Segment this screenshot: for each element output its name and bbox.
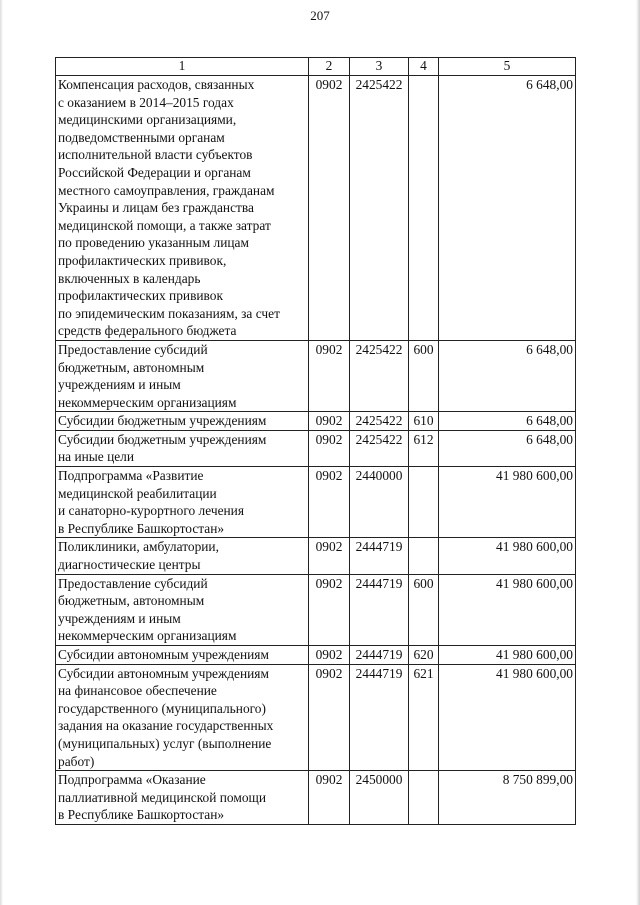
row-name-line: средств федерального бюджета <box>58 323 237 339</box>
row-name-cell <box>56 76 309 341</box>
section-code-cell: 0902 <box>309 771 350 825</box>
row-name-line: профилактических прививок <box>58 288 223 304</box>
row-name-line: Подпрограмма «Развитие <box>58 468 204 484</box>
row-name-line: Субсидии бюджетным учреждениям <box>58 413 267 429</box>
row-name-cell <box>56 430 309 466</box>
section-code-cell: 0902 <box>309 76 350 341</box>
header-col-1: 1 <box>56 58 309 76</box>
section-code-cell: 0902 <box>309 646 350 665</box>
header-row <box>56 58 576 76</box>
row-name-line: работ) <box>58 753 95 769</box>
amount-cell: 6 648,00 <box>439 430 576 466</box>
scan-right-edge <box>636 0 640 905</box>
row-name-line: Предоставление субсидий <box>58 575 208 591</box>
row-name-line: по эпидемическим показаниям, за счет <box>58 305 280 321</box>
target-code-cell: 2425422 <box>350 412 409 431</box>
row-name-line: на иные цели <box>58 449 135 465</box>
target-code-cell: 2450000 <box>350 771 409 825</box>
row-name-cell <box>56 574 309 645</box>
row-name-cell <box>56 538 309 574</box>
row-name-line: паллиативной медицинской помощи <box>58 789 267 805</box>
row-name-line: медицинскими организациями, <box>58 112 237 128</box>
row-name-line: в Республике Башкортостан» <box>58 807 225 823</box>
row-name-line: Субсидии автономным учреждениям <box>58 665 269 681</box>
row-name-line: исполнительной власти субъектов <box>58 147 253 163</box>
section-code-cell: 0902 <box>309 574 350 645</box>
row-name-line: местного самоуправления, гражданам <box>58 182 275 198</box>
section-code-cell: 0902 <box>309 430 350 466</box>
row-name-cell <box>56 771 309 825</box>
header-col-5: 5 <box>439 58 576 76</box>
row-name-line: по проведению указанным лицам <box>58 235 249 251</box>
row-name-cell <box>56 340 309 411</box>
header-col-3: 3 <box>350 58 409 76</box>
expense-type-cell: 612 <box>409 430 439 466</box>
row-name-line: включенных в календарь <box>58 270 201 286</box>
expense-type-cell: 600 <box>409 574 439 645</box>
table-row <box>56 76 576 341</box>
table-row <box>56 412 576 431</box>
page-number: 207 <box>310 8 330 23</box>
row-name-line: учреждениям и иным <box>58 610 181 626</box>
expense-type-cell: 600 <box>409 340 439 411</box>
budget-table <box>55 57 576 825</box>
amount-cell: 41 980 600,00 <box>439 574 576 645</box>
target-code-cell: 2444719 <box>350 574 409 645</box>
target-code-cell: 2444719 <box>350 646 409 665</box>
target-code-cell: 2425422 <box>350 76 409 341</box>
row-name-line: медицинской помощи, а также затрат <box>58 217 271 233</box>
table-row <box>56 340 576 411</box>
row-name-cell <box>56 646 309 665</box>
row-name-line: Компенсация расходов, связанных <box>58 77 255 92</box>
row-name-line: (муниципальных) услуг (выполнение <box>58 735 272 751</box>
table-body <box>56 76 576 825</box>
header-col-2: 2 <box>309 58 350 76</box>
target-code-cell: 2425422 <box>350 430 409 466</box>
amount-cell: 41 980 600,00 <box>439 646 576 665</box>
row-name-line: в Республике Башкортостан» <box>58 520 225 536</box>
row-name-line: государственного (муниципального) <box>58 700 266 716</box>
row-name-line: диагностические центры <box>58 557 201 573</box>
target-code-cell: 2425422 <box>350 340 409 411</box>
row-name-line: некоммерческим организациям <box>58 628 237 644</box>
section-code-cell: 0902 <box>309 538 350 574</box>
row-name-line: подведомственными органам <box>58 129 225 145</box>
target-code-cell: 2440000 <box>350 467 409 538</box>
table-row <box>56 467 576 538</box>
row-name-line: с оказанием в 2014–2015 годах <box>58 94 234 110</box>
table-row <box>56 771 576 825</box>
row-name-line: Украины и лицам без гражданства <box>58 200 254 216</box>
row-name-cell <box>56 412 309 431</box>
section-code-cell: 0902 <box>309 412 350 431</box>
section-code-cell: 0902 <box>309 340 350 411</box>
row-name-line: Субсидии автономным учреждениям <box>58 647 269 662</box>
table-row <box>56 574 576 645</box>
amount-cell: 6 648,00 <box>439 76 576 341</box>
amount-cell: 8 750 899,00 <box>439 771 576 825</box>
expense-type-cell <box>409 467 439 538</box>
table-row <box>56 430 576 466</box>
row-name-line: Поликлиники, амбулатории, <box>58 539 219 555</box>
section-code-cell: 0902 <box>309 664 350 771</box>
row-name-line: Российской Федерации и органам <box>58 164 251 180</box>
row-name-line: бюджетным, автономным <box>58 593 205 609</box>
row-name-line: задания на оказание государственных <box>58 718 274 734</box>
row-name-line: медицинской реабилитации <box>58 485 217 501</box>
expense-type-cell <box>409 771 439 825</box>
target-code-cell: 2444719 <box>350 538 409 574</box>
target-code-cell: 2444719 <box>350 664 409 771</box>
expense-type-cell <box>409 76 439 341</box>
expense-type-cell: 620 <box>409 646 439 665</box>
scan-left-edge <box>0 0 3 905</box>
row-name-line: учреждениям и иным <box>58 377 181 393</box>
row-name-line: некоммерческим организациям <box>58 394 237 410</box>
header-col-4: 4 <box>409 58 439 76</box>
amount-cell: 6 648,00 <box>439 340 576 411</box>
row-name-line: Субсидии бюджетным учреждениям <box>58 431 267 447</box>
row-name-line: Подпрограмма «Оказание <box>58 772 206 788</box>
amount-cell: 6 648,00 <box>439 412 576 431</box>
row-name-cell <box>56 664 309 771</box>
row-name-line: бюджетным, автономным <box>58 359 205 375</box>
row-name-line: профилактических прививок, <box>58 252 227 268</box>
row-name-line: на финансовое обеспечение <box>58 683 217 699</box>
expense-type-cell <box>409 538 439 574</box>
table-row <box>56 646 576 665</box>
row-name-cell <box>56 467 309 538</box>
table-row <box>56 538 576 574</box>
amount-cell: 41 980 600,00 <box>439 664 576 771</box>
expense-type-cell: 610 <box>409 412 439 431</box>
amount-cell: 41 980 600,00 <box>439 538 576 574</box>
section-code-cell: 0902 <box>309 467 350 538</box>
expense-type-cell: 621 <box>409 664 439 771</box>
row-name-line: и санаторно-курортного лечения <box>58 503 245 519</box>
table-row <box>56 664 576 771</box>
row-name-line: Предоставление субсидий <box>58 341 208 357</box>
amount-cell: 41 980 600,00 <box>439 467 576 538</box>
